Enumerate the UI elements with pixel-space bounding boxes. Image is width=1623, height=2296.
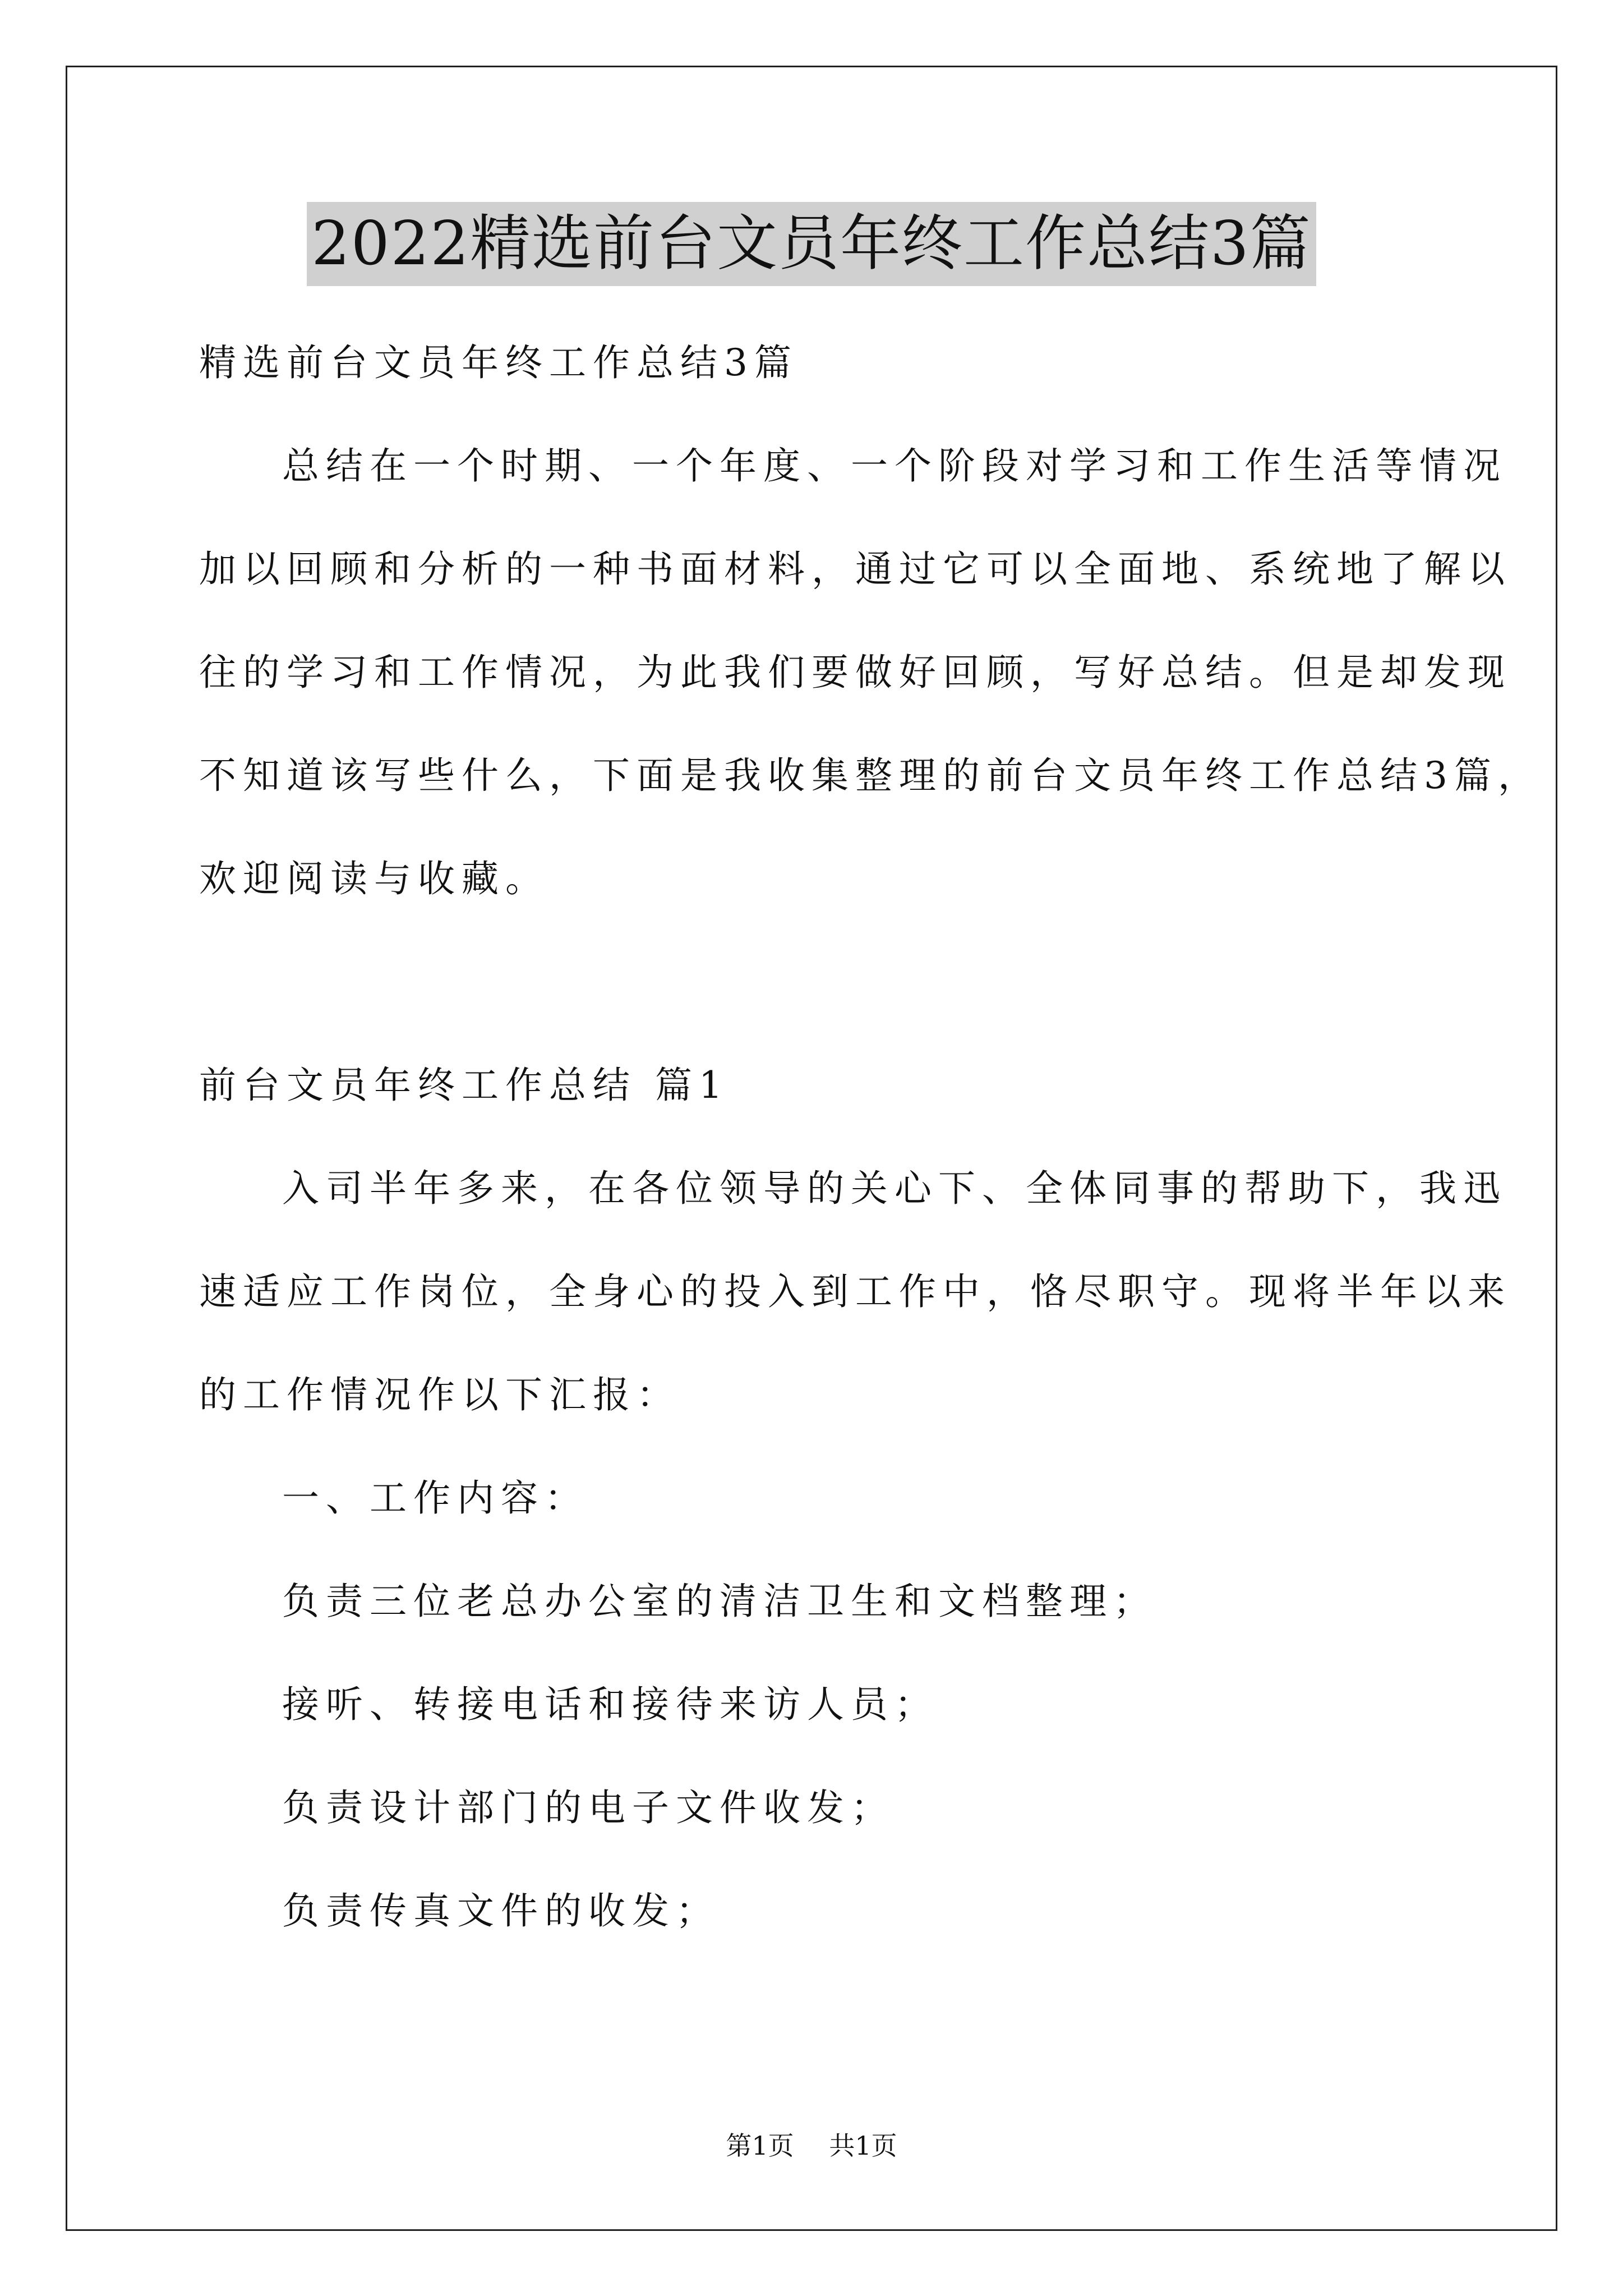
section1-line-2: 速适应工作岗位，全身心的投入到工作中，恪尽职守。现将半年以来 <box>199 1270 1511 1313</box>
document-subtitle: 精选前台文员年终工作总结3篇 <box>199 341 798 384</box>
work-item: 接听、转接电话和接待来访人员； <box>282 1683 938 1726</box>
page-footer <box>0 2129 1623 2162</box>
intro-line-3: 往的学习和工作情况，为此我们要做好回顾，写好总结。但是却发现 <box>199 651 1511 694</box>
intro-line-5: 欢迎阅读与收藏。 <box>199 857 549 900</box>
document-title: 2022精选前台文员年终工作总结3篇 <box>307 202 1316 286</box>
section1-line-1: 入司半年多来，在各位领导的关心下、全体同事的帮助下，我迅 <box>282 1167 1507 1210</box>
section1-line-3: 的工作情况作以下汇报： <box>199 1373 680 1416</box>
paragraph-gap <box>199 931 1461 1034</box>
intro-line-2: 加以回顾和分析的一种书面材料，通过它可以全面地、系统地了解以 <box>199 547 1511 591</box>
work-item: 负责设计部门的电子文件收发； <box>282 1786 895 1829</box>
document-body <box>199 311 1542 1963</box>
page-number-current: 第1页 <box>726 2131 794 2161</box>
work-content-heading: 一、工作内容： <box>282 1476 588 1520</box>
work-item: 负责三位老总办公室的清洁卫生和文档整理； <box>282 1580 1157 1623</box>
title-container <box>0 202 1623 286</box>
page-number-total: 共1页 <box>829 2131 897 2161</box>
work-item: 负责传真文件的收发； <box>282 1889 720 1932</box>
intro-line-4: 不知道该写些什么，下面是我收集整理的前台文员年终工作总结3篇， <box>199 754 1542 797</box>
intro-line-1: 总结在一个时期、一个年度、一个阶段对学习和工作生活等情况 <box>282 444 1507 487</box>
section1-heading: 前台文员年终工作总结 篇1 <box>199 1064 729 1107</box>
